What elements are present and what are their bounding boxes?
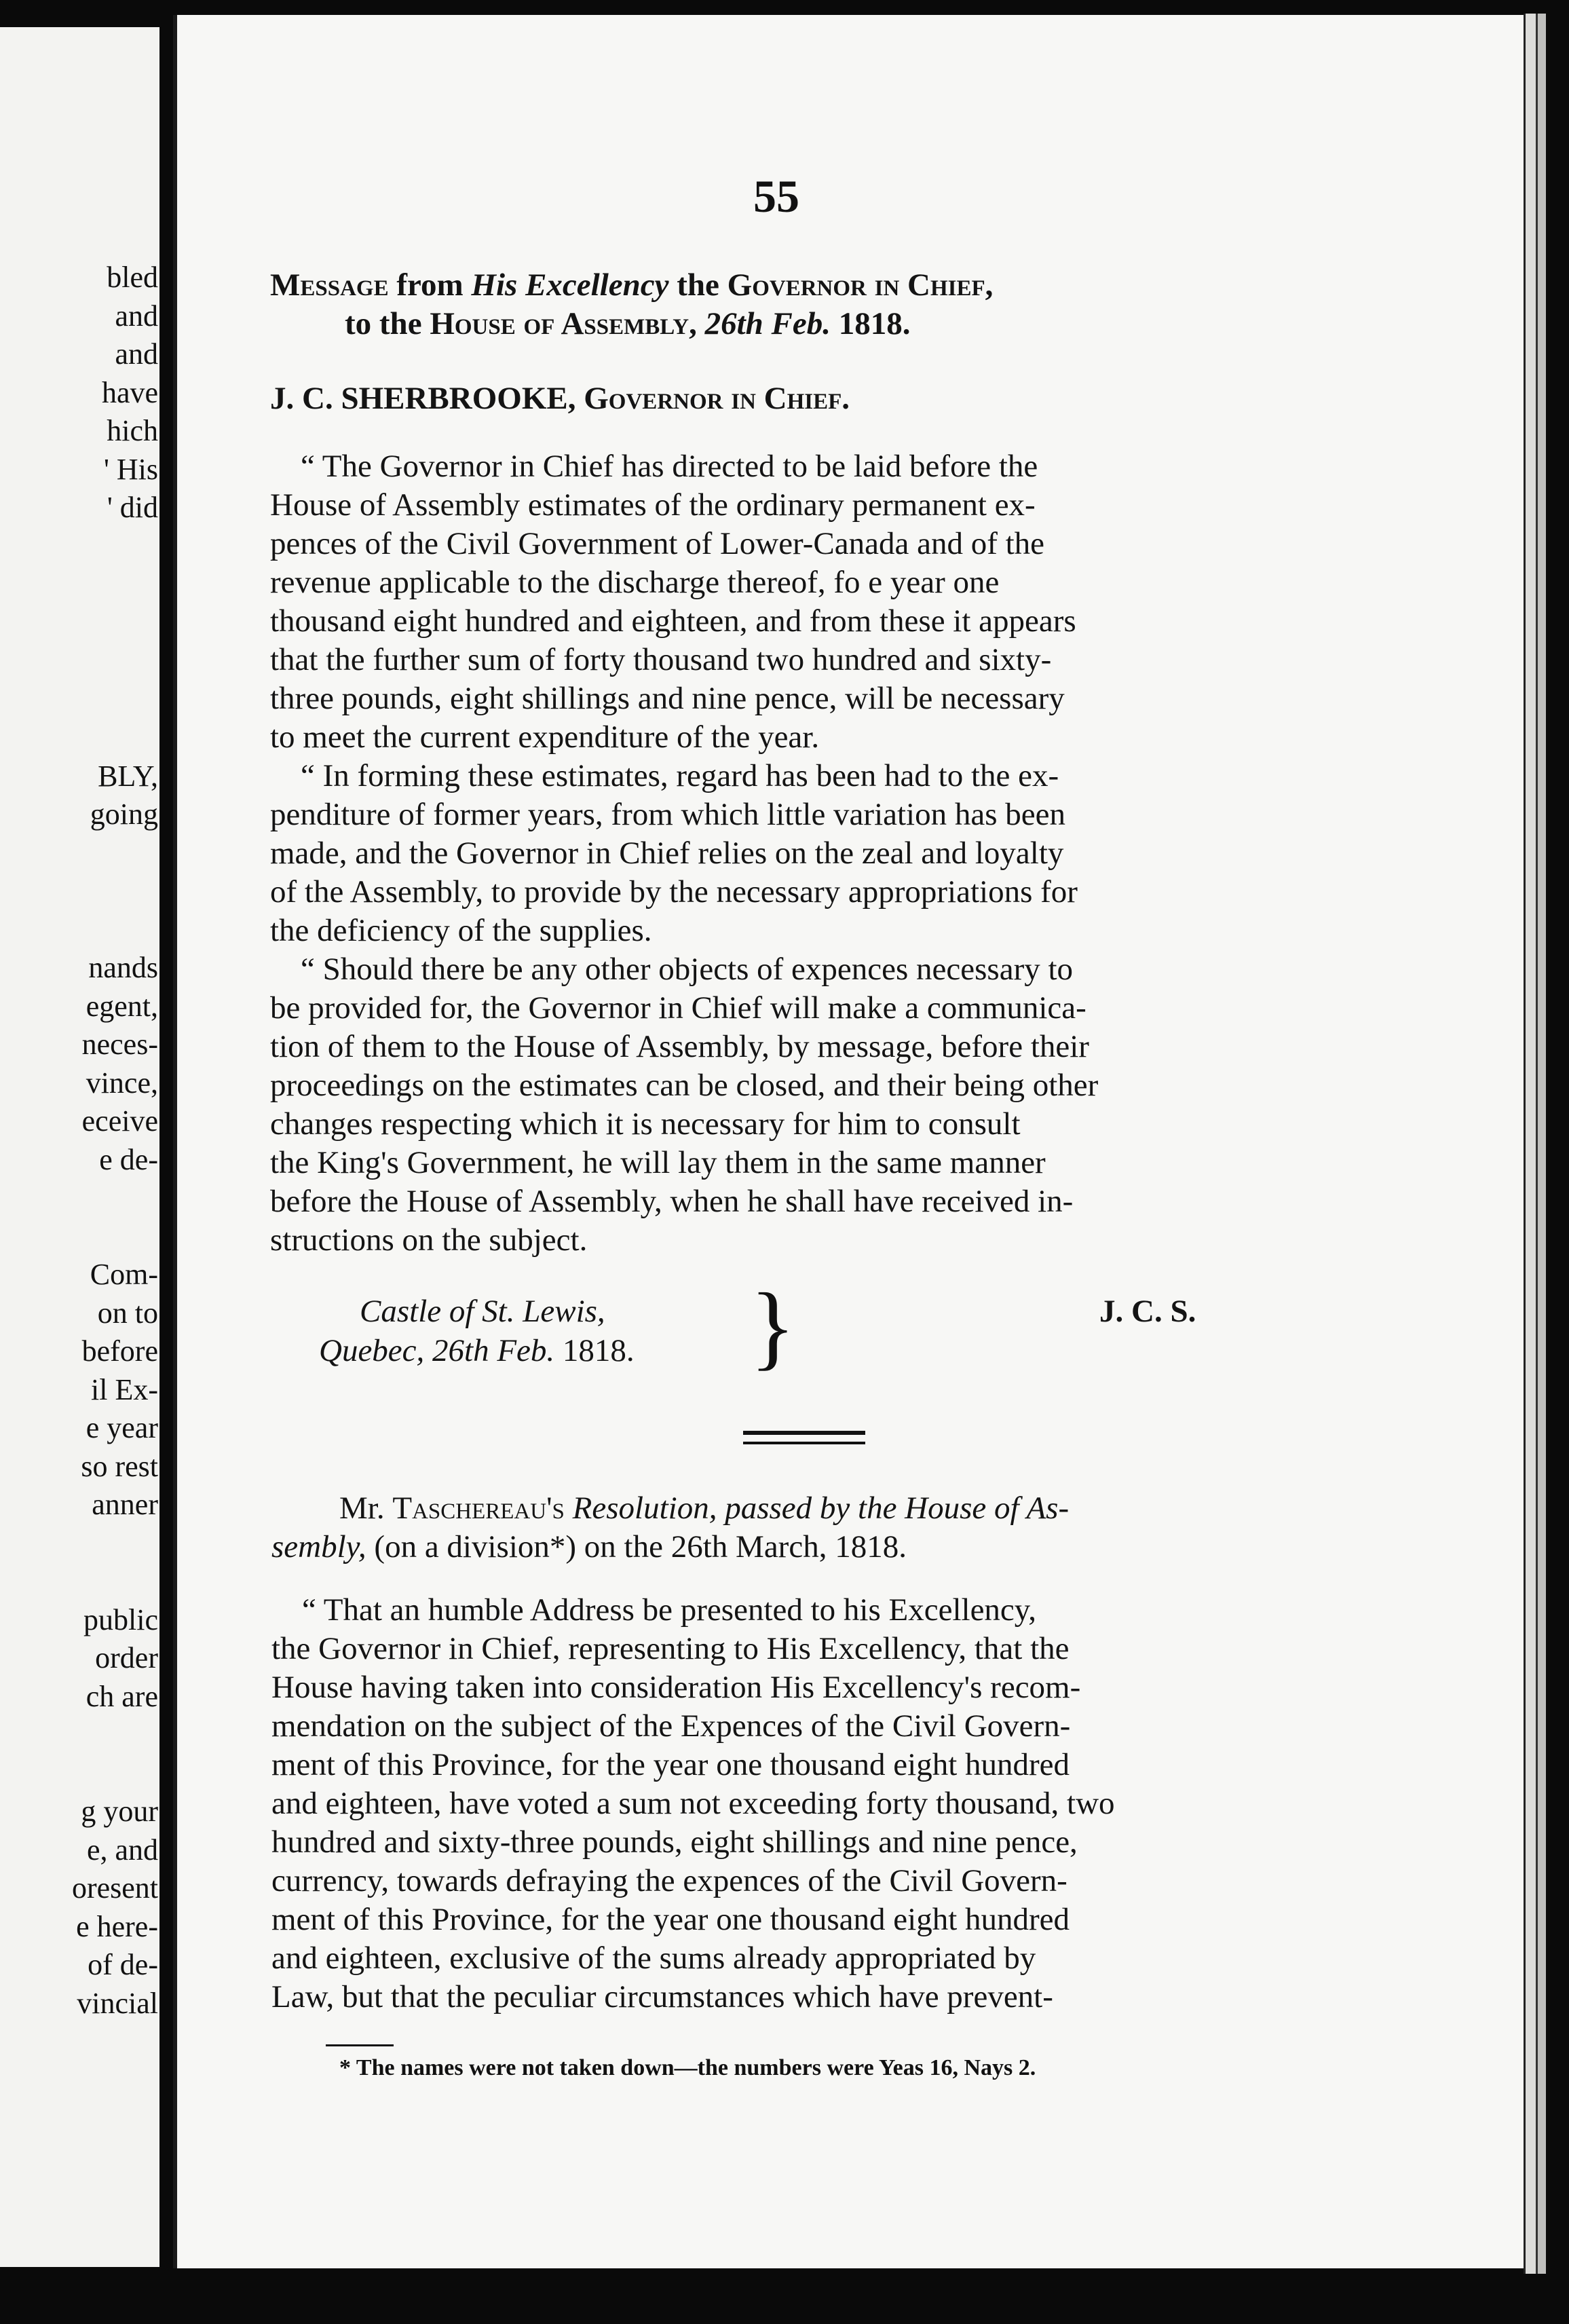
resolution-line: currency, towards defraying the expences of the Civil Govern- xyxy=(271,1863,1067,1898)
signature-place-1: Castle of St. Lewis, xyxy=(360,1294,605,1329)
left-page-line: eceive xyxy=(81,1104,158,1138)
footnote: * The names were not taken down—the numbers were Yeas 16, Nays 2. xyxy=(339,2055,1036,2080)
message-line: penditure of former years, from which little variation has been xyxy=(270,797,1065,832)
message-line: structions on the subject. xyxy=(270,1222,588,1258)
resolution-line: ment of this Province, for the year one thousand eight hundred xyxy=(271,1902,1070,1937)
left-page-line: and xyxy=(115,299,158,333)
left-page-line: bled xyxy=(107,261,158,294)
left-page-line: vincial xyxy=(77,1986,158,2020)
left-page-line: ' did xyxy=(107,491,158,524)
message-line: the King's Government, he will lay them in the same manner xyxy=(270,1145,1046,1180)
left-page-line: and xyxy=(115,337,158,371)
message-line: of the Assembly, to provide by the necessary appropriations for xyxy=(270,874,1078,910)
resolution-line: and eighteen, have voted a sum not exceeding forty thousand, two xyxy=(271,1786,1115,1821)
resolution-line: House having taken into consideration His Excellency's recom- xyxy=(271,1670,1081,1705)
message-heading-line-1: Message from His Excellency the Governor in Chief, xyxy=(270,267,994,303)
book-gutter xyxy=(159,0,173,2324)
left-page-line: ' His xyxy=(103,452,158,486)
message-line: thousand eight hundred and eighteen, and from these it appears xyxy=(270,603,1076,639)
left-page-line: e here- xyxy=(76,1909,158,1943)
signature-place-2: Quebec, 26th Feb. 1818. xyxy=(319,1333,635,1368)
left-page-line: order xyxy=(95,1641,158,1674)
resolution-line: mendation on the subject of the Expences of the Civil Govern- xyxy=(271,1708,1071,1744)
left-page-line: e, and xyxy=(86,1833,158,1867)
section-rule-top xyxy=(743,1431,865,1435)
left-page-line: oresent xyxy=(71,1871,158,1905)
message-line: to meet the current expenditure of the year. xyxy=(270,719,820,755)
left-page-line: vince, xyxy=(86,1066,158,1100)
left-page-line: public xyxy=(83,1603,158,1636)
section-rule-bottom xyxy=(743,1442,865,1444)
message-line: changes respecting which it is necessary for him to consult xyxy=(270,1106,1021,1142)
resolution-line: and eighteen, exclusive of the sums already appropriated by xyxy=(271,1941,1036,1976)
message-line: “ The Governor in Chief has directed to be laid before the xyxy=(301,449,1038,484)
message-line: three pounds, eight shillings and nine pence, will be necessary xyxy=(270,681,1065,716)
message-line: before the House of Assembly, when he shall have received in- xyxy=(270,1184,1074,1219)
signature-brace: } xyxy=(750,1274,796,1379)
resolution-line: ment of this Province, for the year one thousand eight hundred xyxy=(271,1747,1070,1782)
message-line: pences of the Civil Government of Lower-Canada and of the xyxy=(270,526,1045,561)
message-line: the deficiency of the supplies. xyxy=(270,913,652,948)
footnote-rule xyxy=(326,2044,394,2046)
left-page-line: Com- xyxy=(90,1258,158,1291)
resolution-line: the Governor in Chief, representing to His Excellency, that the xyxy=(271,1631,1070,1666)
left-page-line: have xyxy=(101,375,158,409)
left-page-line: of de- xyxy=(88,1948,158,1981)
left-page-line: hich xyxy=(107,414,158,447)
governor-title: Governor in Chief. xyxy=(575,381,850,416)
resolution-line: hundred and sixty-three pounds, eight shillings and nine pence, xyxy=(271,1824,1078,1860)
resolution-heading-line-2: sembly, (on a division*) on the 26th March, 1818. xyxy=(271,1529,907,1564)
left-page-line: neces- xyxy=(81,1028,158,1061)
left-page-line: going xyxy=(90,798,158,831)
left-page-line: ch are xyxy=(86,1679,158,1713)
left-page-line: e year xyxy=(86,1411,158,1444)
message-line: made, and the Governor in Chief relies on the zeal and loyalty xyxy=(270,836,1064,871)
left-page-line: on to xyxy=(97,1296,158,1330)
message-line: “ In forming these estimates, regard has been had to the ex- xyxy=(301,758,1059,793)
message-line: proceedings on the estimates can be closed, and their being other xyxy=(270,1068,1099,1103)
left-page-line: il Ex- xyxy=(91,1372,158,1406)
left-page-line: e de- xyxy=(99,1142,158,1176)
left-page-line: anner xyxy=(92,1488,158,1521)
signature-initials: J. C. S. xyxy=(1099,1294,1196,1329)
left-page-line: before xyxy=(81,1334,158,1368)
left-page-line: BLY, xyxy=(98,759,158,793)
left-page-line: so rest xyxy=(81,1449,158,1483)
message-line: tion of them to the House of Assembly, by message, before their xyxy=(270,1029,1089,1064)
resolution-heading-line-1: Mr. Taschereau's Resolution, passed by the House of As- xyxy=(339,1491,1070,1526)
message-line: House of Assembly estimates of the ordinary permanent ex- xyxy=(270,487,1036,523)
governor-name: J. C. SHERBROOKE, xyxy=(270,381,576,416)
message-line: be provided for, the Governor in Chief will make a communica- xyxy=(270,990,1086,1026)
page-edge-outer xyxy=(1536,14,1546,2274)
left-page-line: egent, xyxy=(86,989,158,1023)
resolution-line: “ That an humble Address be presented to his Excellency, xyxy=(302,1592,1036,1628)
page-number: 55 xyxy=(753,170,799,222)
message-line: “ Should there be any other objects of expences necessary to xyxy=(301,952,1074,987)
message-line: revenue applicable to the discharge thereof, fo e year one xyxy=(270,565,1000,600)
left-page-line: g your xyxy=(81,1795,158,1828)
message-heading-line-2: to the House of Assembly, 26th Feb. 1818. xyxy=(345,306,911,341)
message-line: that the further sum of forty thousand two hundred and sixty- xyxy=(270,642,1052,677)
left-page-line: nands xyxy=(88,951,158,984)
resolution-line: Law, but that the peculiar circumstances which have prevent- xyxy=(271,1979,1053,2014)
left-page-fragment xyxy=(0,27,159,2267)
